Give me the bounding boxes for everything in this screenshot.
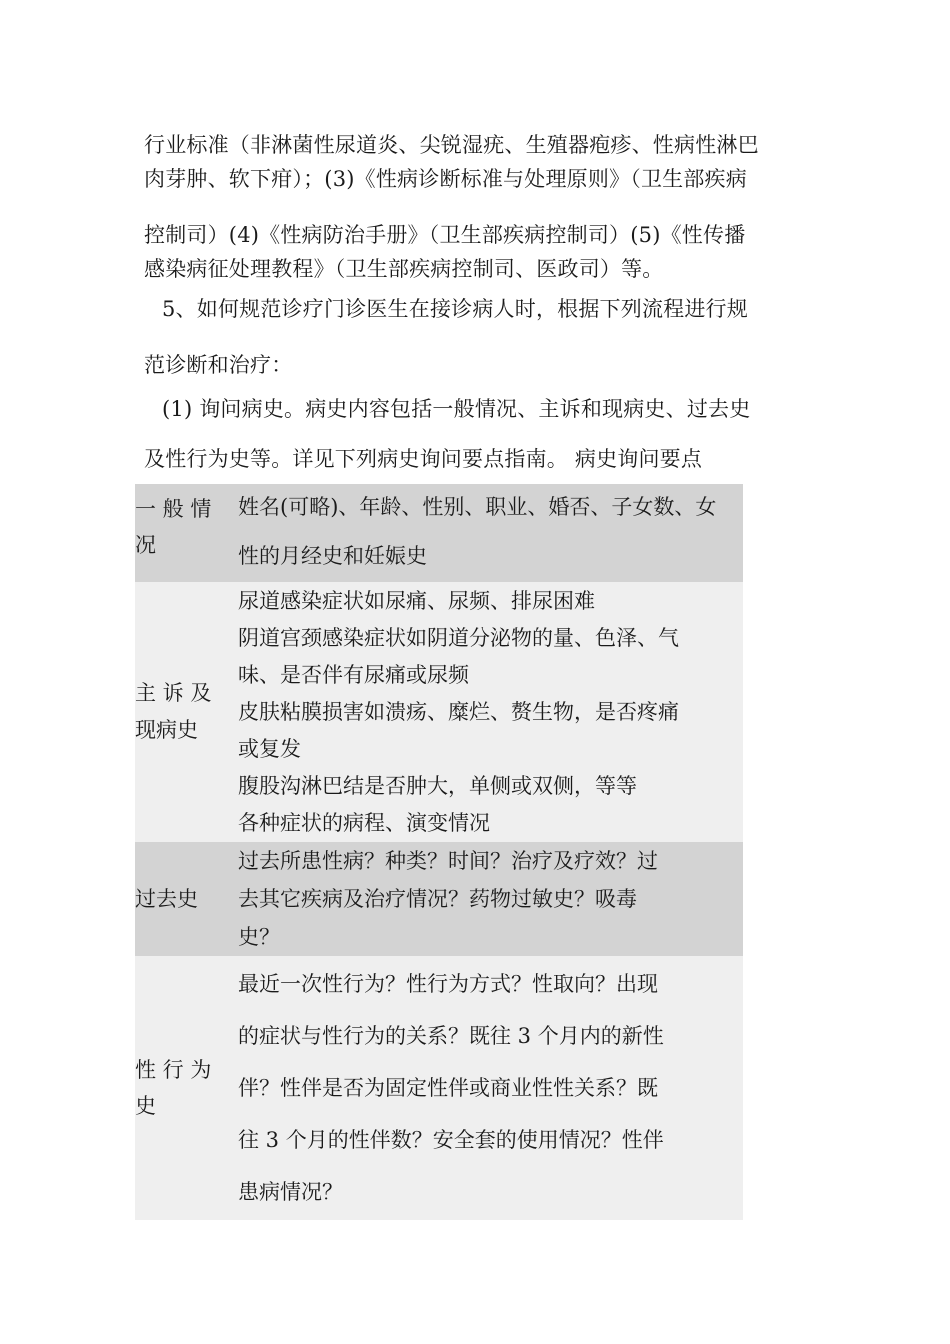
paragraph-history-intro <box>144 392 812 476</box>
content-line: 最近一次性行为？性行为方式？性取向？出现 <box>238 972 658 996</box>
heading-line: 史 <box>135 1094 156 1118</box>
heading-line: 况 <box>135 533 156 557</box>
content-line: 或复发 <box>238 736 301 761</box>
content-line: 各种症状的病程、演变情况 <box>238 810 490 835</box>
content-line: 姓名(可略)、年龄、性别、职业、婚否、子女数、女 <box>238 495 717 519</box>
content-line: 阴道宫颈感染症状如阴道分泌物的量、色泽、气 <box>238 625 679 650</box>
table-row <box>135 484 743 582</box>
history-guide-table <box>135 484 743 1220</box>
text-line: 感染病征处理教程》（卫生部疾病控制司、医政司）等。 <box>144 257 664 281</box>
row-content <box>238 956 743 1220</box>
content-line: 性的月经史和妊娠史 <box>238 544 427 568</box>
content-line: 史？ <box>238 925 280 949</box>
row-content <box>238 484 743 582</box>
table-row <box>135 956 743 1220</box>
row-content <box>238 842 743 956</box>
text-line: (1) 询问病史。病史内容包括一般情况、主诉和现病史、过去史 <box>162 397 751 421</box>
row-heading <box>135 956 238 1220</box>
heading-line: 过去史 <box>135 887 198 911</box>
text-line: 控制司）(4)《性病防治手册》（卫生部疾病控制司）(5)《性传播 <box>144 223 746 247</box>
content-line: 伴？性伴是否为固定性伴或商业性性关系？既 <box>238 1076 658 1100</box>
content-line: 皮肤粘膜损害如溃疡、糜烂、赘生物，是否疼痛 <box>238 699 679 724</box>
row-content <box>238 582 743 842</box>
table-row <box>135 842 743 956</box>
text-line: 及性行为史等。详见下列病史询问要点指南。 病史询问要点 <box>144 447 703 471</box>
text-line: 范诊断和治疗： <box>144 353 293 377</box>
content-line: 腹股沟淋巴结是否肿大，单侧或双侧，等等 <box>238 773 637 798</box>
table-row <box>135 582 743 842</box>
heading-line: 一 般 情 <box>135 497 212 521</box>
heading-line: 性 行 为 <box>135 1058 212 1082</box>
content-line: 的症状与性行为的关系？既往 3 个月内的新性 <box>238 1024 664 1048</box>
heading-line: 主 诉 及 <box>135 681 212 705</box>
content-line: 患病情况？ <box>238 1180 343 1204</box>
heading-line: 现病史 <box>135 718 198 742</box>
content-line: 味、是否伴有尿痛或尿频 <box>238 662 469 687</box>
paragraph-standards <box>144 128 812 286</box>
row-heading <box>135 484 238 582</box>
content-line: 过去所患性病？种类？时间？治疗及疗效？过 <box>238 849 658 873</box>
row-heading <box>135 842 238 956</box>
paragraph-diagnosis-flow <box>144 292 812 382</box>
content-line: 往 3 个月的性伴数？安全套的使用情况？性伴 <box>238 1128 664 1152</box>
text-line: 5、如何规范诊疗门诊医生在接诊病人时，根据下列流程进行规 <box>162 297 748 321</box>
text-line: 肉芽肿、软下疳）；(3)《性病诊断标准与处理原则》（卫生部疾病 <box>144 167 747 191</box>
content-line: 尿道感染症状如尿痛、尿频、排尿困难 <box>238 588 595 613</box>
text-line: 行业标准（非淋菌性尿道炎、尖锐湿疣、生殖器疱疹、性病性淋巴 <box>144 133 759 157</box>
content-line: 去其它疾病及治疗情况？药物过敏史？吸毒 <box>238 887 637 911</box>
row-heading <box>135 582 238 842</box>
